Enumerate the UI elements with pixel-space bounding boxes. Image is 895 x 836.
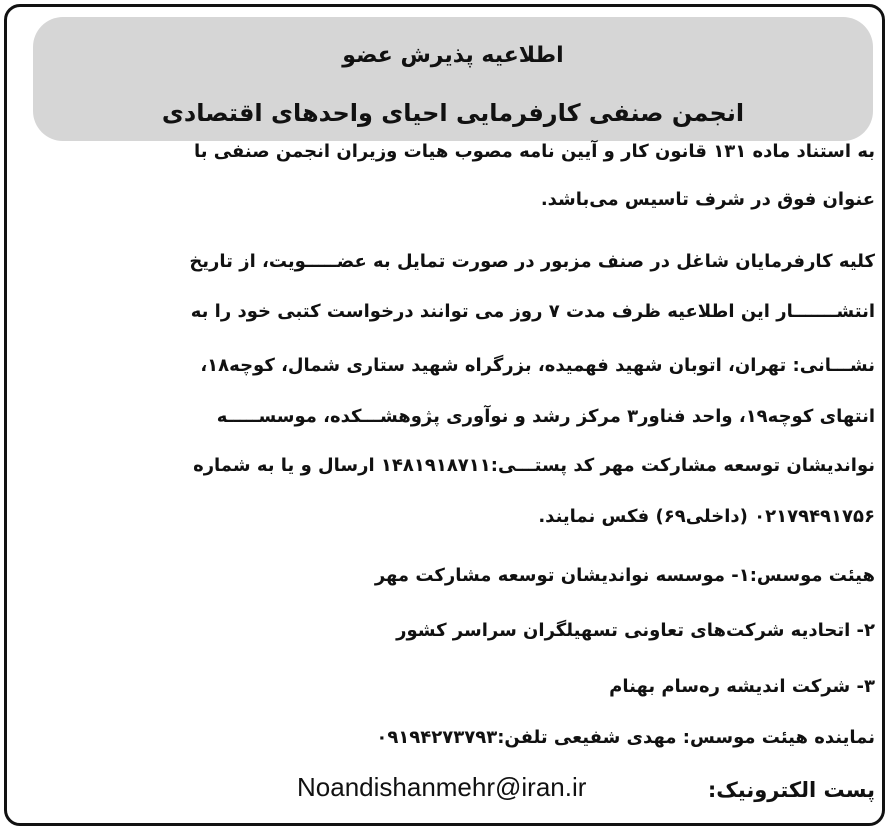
body-line-3: کلیه کارفرمایان شاغل در صنف مزبور در صورت تمایل به عضـــــویت، از تاریخ (189, 251, 875, 272)
body-line-2: عنوان فوق در شرف تاسیس می‌باشد. (540, 189, 875, 210)
announcement-title: اطلاعیه پذیرش عضو (342, 43, 564, 68)
representative-line: نماینده هیئت موسس: مهدی شفیعی تلفن:۰۹۱۹۴۲۷۳۷۹۳ (376, 727, 875, 748)
body-line-1: به استناد ماده ۱۳۱ قانون کار و آیین نامه مصوب هیات وزیران انجمن صنفی با (193, 141, 875, 162)
email-label: پست الکترونیک: (707, 778, 875, 802)
body-line-6: انتهای کوچه۱۹، واحد فناور۳ مرکز رشد و نوآوری پژوهشـــکده، موسســـــه (216, 406, 875, 427)
founders-label: هیئت موسس: (749, 565, 875, 586)
founder-item-2: ۲- اتحادیه شرکت‌های تعاونی تسهیلگران سراسر کشور (396, 620, 875, 641)
body-line-5: نشـــانی: تهران، اتوبان شهید فهمیده، بزرگراه شهید ستاری شمال، کوچه۱۸، (200, 355, 875, 376)
announcement-header (33, 17, 873, 141)
body-line-4: انتشـــــــار این اطلاعیه ظرف مدت ۷ روز می توانند درخواست کتبی خود را به (190, 301, 875, 322)
association-name: انجمن صنفی کارفرمایی احیای واحدهای اقتصادی (161, 99, 745, 127)
founder-item-1: ۱- موسسه نواندیشان توسعه مشارکت مهر (374, 565, 750, 586)
founder-item-3: ۳- شرکت اندیشه ره‌سام بهنام (609, 676, 875, 697)
body-line-8: ۰۲۱۷۹۴۹۱۷۵۶ (داخلی۶۹) فکس نمایند. (538, 506, 875, 527)
body-line-7: نواندیشان توسعه مشارکت مهر کد پستـــی:۱۴۸۱۹۱۸۷۱۱ ارسال و یا به شماره (193, 455, 875, 476)
email-address[interactable]: Noandishanmehr@iran.ir (297, 772, 587, 802)
founders-line-1 (375, 565, 875, 587)
